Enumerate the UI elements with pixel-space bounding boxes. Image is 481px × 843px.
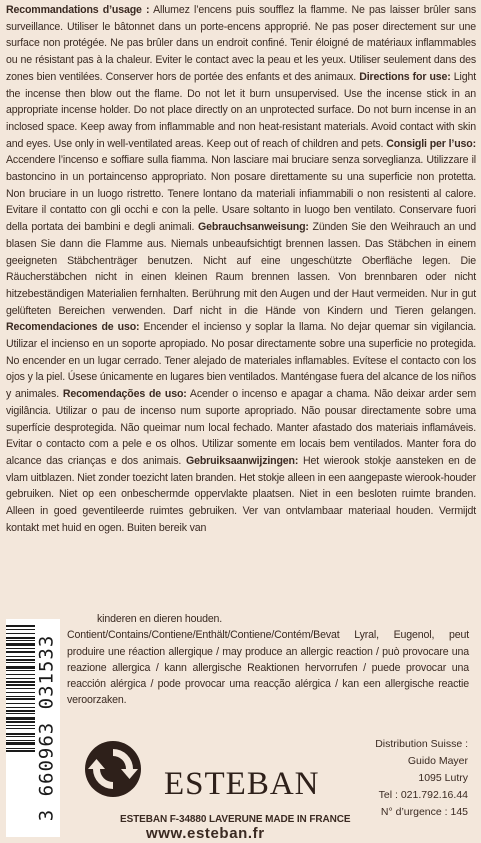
barcode — [6, 619, 60, 837]
text-en: Light the incense then blow out the flame. Do not let it burn unsupervised. Use the incense stick in an appropriate incense holder. Do not place directly on an unprotected surface. Do not burn incense in an inclosed space. Keep away from inflammable and non heat-resistant materials. Avoid contact with skin and eyes. Use only in well-ventilated areas. Keep out of reach of children and pets. — [6, 70, 477, 150]
barcode-stripe — [6, 648, 35, 649]
barcode-stripe — [6, 656, 35, 657]
brand-name: ESTEBAN — [164, 766, 320, 802]
text-de: Zünden Sie den Weihrauch an und blasen Sie dann die Flamme aus. Niemals unbeaufsichtigt brennen lassen. Das Stäbchen in einem geeigneten Stäbchenträger benutzen. Nicht auf eine ungeschützte Oberfläche legen. Die Räucherstäbchen nicht in einen kleinen Raum brennen lassen. Von brennbaren oder nicht hitzebeständigen Materialien fernhalten. Berührung mit den Augen und der Haut vermeiden. Nur in gut gelüfteten Bereichen verwenden. Darf nicht in die Hände von Kindern und Tieren gelangen. — [6, 221, 477, 317]
allergen-text: Contient/Contains/Contiene/Enthält/Contiene/Contém/Bevat Lyral, Eugenol, peut produire une réaction allergique / may produce an allergic reaction / può provocare una reazione allergica / kann allergische Reaktionen hervorrufen / puede provocar una reacción alérgica / pode provocar uma reacção alérgica / kan een allergische reactie veroorzaken. — [67, 629, 469, 707]
text-es: Encender el incienso y soplar la llama. No dejar quemar sin vigilancia. Utilizar el incienso en un soporte apropiado. No posar directamente sobre una superficie no protegida. No encender en un lugar cerrado. Tener alejado de materiales inflamables. Evítese el contacto con los ojos y la piel. Úsese únicamente en lugares bien ventilados. Manténgase fuera del alcance de los niños y animales. — [6, 321, 476, 401]
barcode-stripe — [6, 681, 35, 683]
barcode-stripe — [6, 703, 35, 704]
barcode-stripe — [6, 629, 35, 630]
barcode-bars — [6, 619, 35, 837]
barcode-stripe — [6, 728, 35, 729]
text-it: Accendere l’incenso e soffiare sulla fiamma. Non lasciare mai bruciare senza sorveglianza. Utilizzare il bastoncino in un portaincenso appropriato. Non posare direttamente su una superficie non protetta. Non bruciare in un luogo ristretto. Tenere lontano da materiali infiammabili o non resistenti al calore. Evitare il contatto con gli occhi e con la pelle. Usare soltanto in luogo ben ventilato. Conservare fuori della portata dei bambini e degli animali. — [6, 154, 476, 234]
barcode-stripe — [6, 696, 35, 697]
barcode-stripe — [6, 674, 35, 675]
barcode-stripe — [6, 725, 35, 726]
usage-instructions — [6, 2, 476, 537]
barcode-stripe — [6, 707, 35, 708]
barcode-stripe — [6, 742, 35, 745]
barcode-stripe — [6, 684, 35, 686]
heading-en: Directions for use: — [359, 70, 451, 83]
barcode-stripe — [6, 710, 35, 712]
barcode-stripe — [6, 750, 35, 752]
heading-pt: Recomendações de uso: — [62, 388, 187, 401]
barcode-stripe — [6, 640, 35, 641]
text-fr: Allumez l’encens puis soufflez la flamme. Ne pas laisser brûler sans surveillance. Utiliser le bâtonnet dans un porte-encens approprié. Ne pas poser directement sur une surface non protégée. Ne pas brûler dans un endroit confiné. Tenir éloigné de matériaux inflammables ou ne résistant pas à la chaleur. Eviter le contact avec la peau et les yeux. Utiliser seulement dans des zones bien ventilées. Conserver hors de portée des enfants et des animaux. — [6, 4, 476, 83]
barcode-number-area — [33, 619, 60, 837]
website-link[interactable]: www.esteban.fr — [146, 825, 265, 842]
distributor-name: Guido Mayer — [407, 755, 468, 767]
distribution-title: Distribution Suisse : — [375, 738, 468, 750]
emergency-number: N° d’urgence : 145 — [380, 806, 468, 818]
barcode-stripe — [6, 688, 35, 689]
barcode-stripe — [6, 633, 35, 634]
heading-fr: Recommandations d’usage : — [6, 4, 150, 16]
warnings-tail: kinderen en dieren houden. — [97, 613, 223, 625]
recycling-arrows-icon — [84, 740, 142, 798]
barcode-stripe — [6, 666, 35, 669]
barcode-stripe — [6, 678, 35, 679]
distributor-phone: Tel : 021.792.16.44 — [378, 789, 468, 801]
barcode-stripe — [6, 643, 35, 646]
heading-nl: Gebruiksaanwijzingen: — [185, 454, 299, 467]
barcode-stripe — [6, 670, 35, 671]
barcode-stripe — [6, 692, 35, 693]
barcode-number: 3 660963 031533 — [35, 634, 58, 822]
manufacturer-address: ESTEBAN F-34880 LAVERUNE MADE IN FRANCE — [120, 814, 351, 825]
barcode-stripe — [6, 748, 35, 749]
distributor-city: 1095 Lutry — [418, 772, 468, 784]
barcode-stripe — [6, 733, 35, 735]
allergen-block — [67, 611, 469, 709]
heading-de: Gebrauchsanweisung: — [198, 221, 309, 234]
barcode-stripe — [6, 698, 35, 700]
barcode-stripe — [6, 637, 35, 639]
heading-it: Consigli per l’uso: — [386, 137, 476, 150]
heading-es: Recomendaciones de uso: — [6, 321, 140, 334]
barcode-stripe — [6, 717, 35, 720]
barcode-stripe — [6, 651, 35, 653]
barcode-stripe — [6, 662, 35, 663]
barcode-stripe — [6, 740, 35, 741]
barcode-stripe — [6, 659, 35, 661]
distribution-info — [350, 736, 468, 821]
barcode-stripe — [6, 713, 35, 714]
text-pt: Acender o incenso e apagar a chama. Não deixar arder sem vigilância. Utilizar o pau de incenso num suporte apropriado. Não pousar directamente sobre uma superfície desprotegida. Não queimar num local fechado. Manter afastado dos materiais inflamáveis. Evitar o contacto com a pele e os olhos. Utilizar somente em locais bem ventilados. Manter fora do alcance das crianças e dos animais. — [6, 388, 476, 467]
barcode-stripe — [6, 721, 35, 723]
barcode-stripe — [6, 736, 35, 737]
barcode-stripe — [6, 625, 35, 627]
text-nl: Het wierook stokje aansteken en de vlam uitblazen. Niet zonder toezicht laten branden. Het stokje alleen in een aangepaste wierook-houder gebruiken. Niet op een onbeschermde oppervlakte plaatsen. Niet in een besloten ruimte branden. Alleen in goed geventileerde ruimtes gebruiken. Ver van ontvlambaar materiaal houden. Vermijdt kontakt met huid en ogen. Buiten bereik van — [6, 454, 476, 534]
